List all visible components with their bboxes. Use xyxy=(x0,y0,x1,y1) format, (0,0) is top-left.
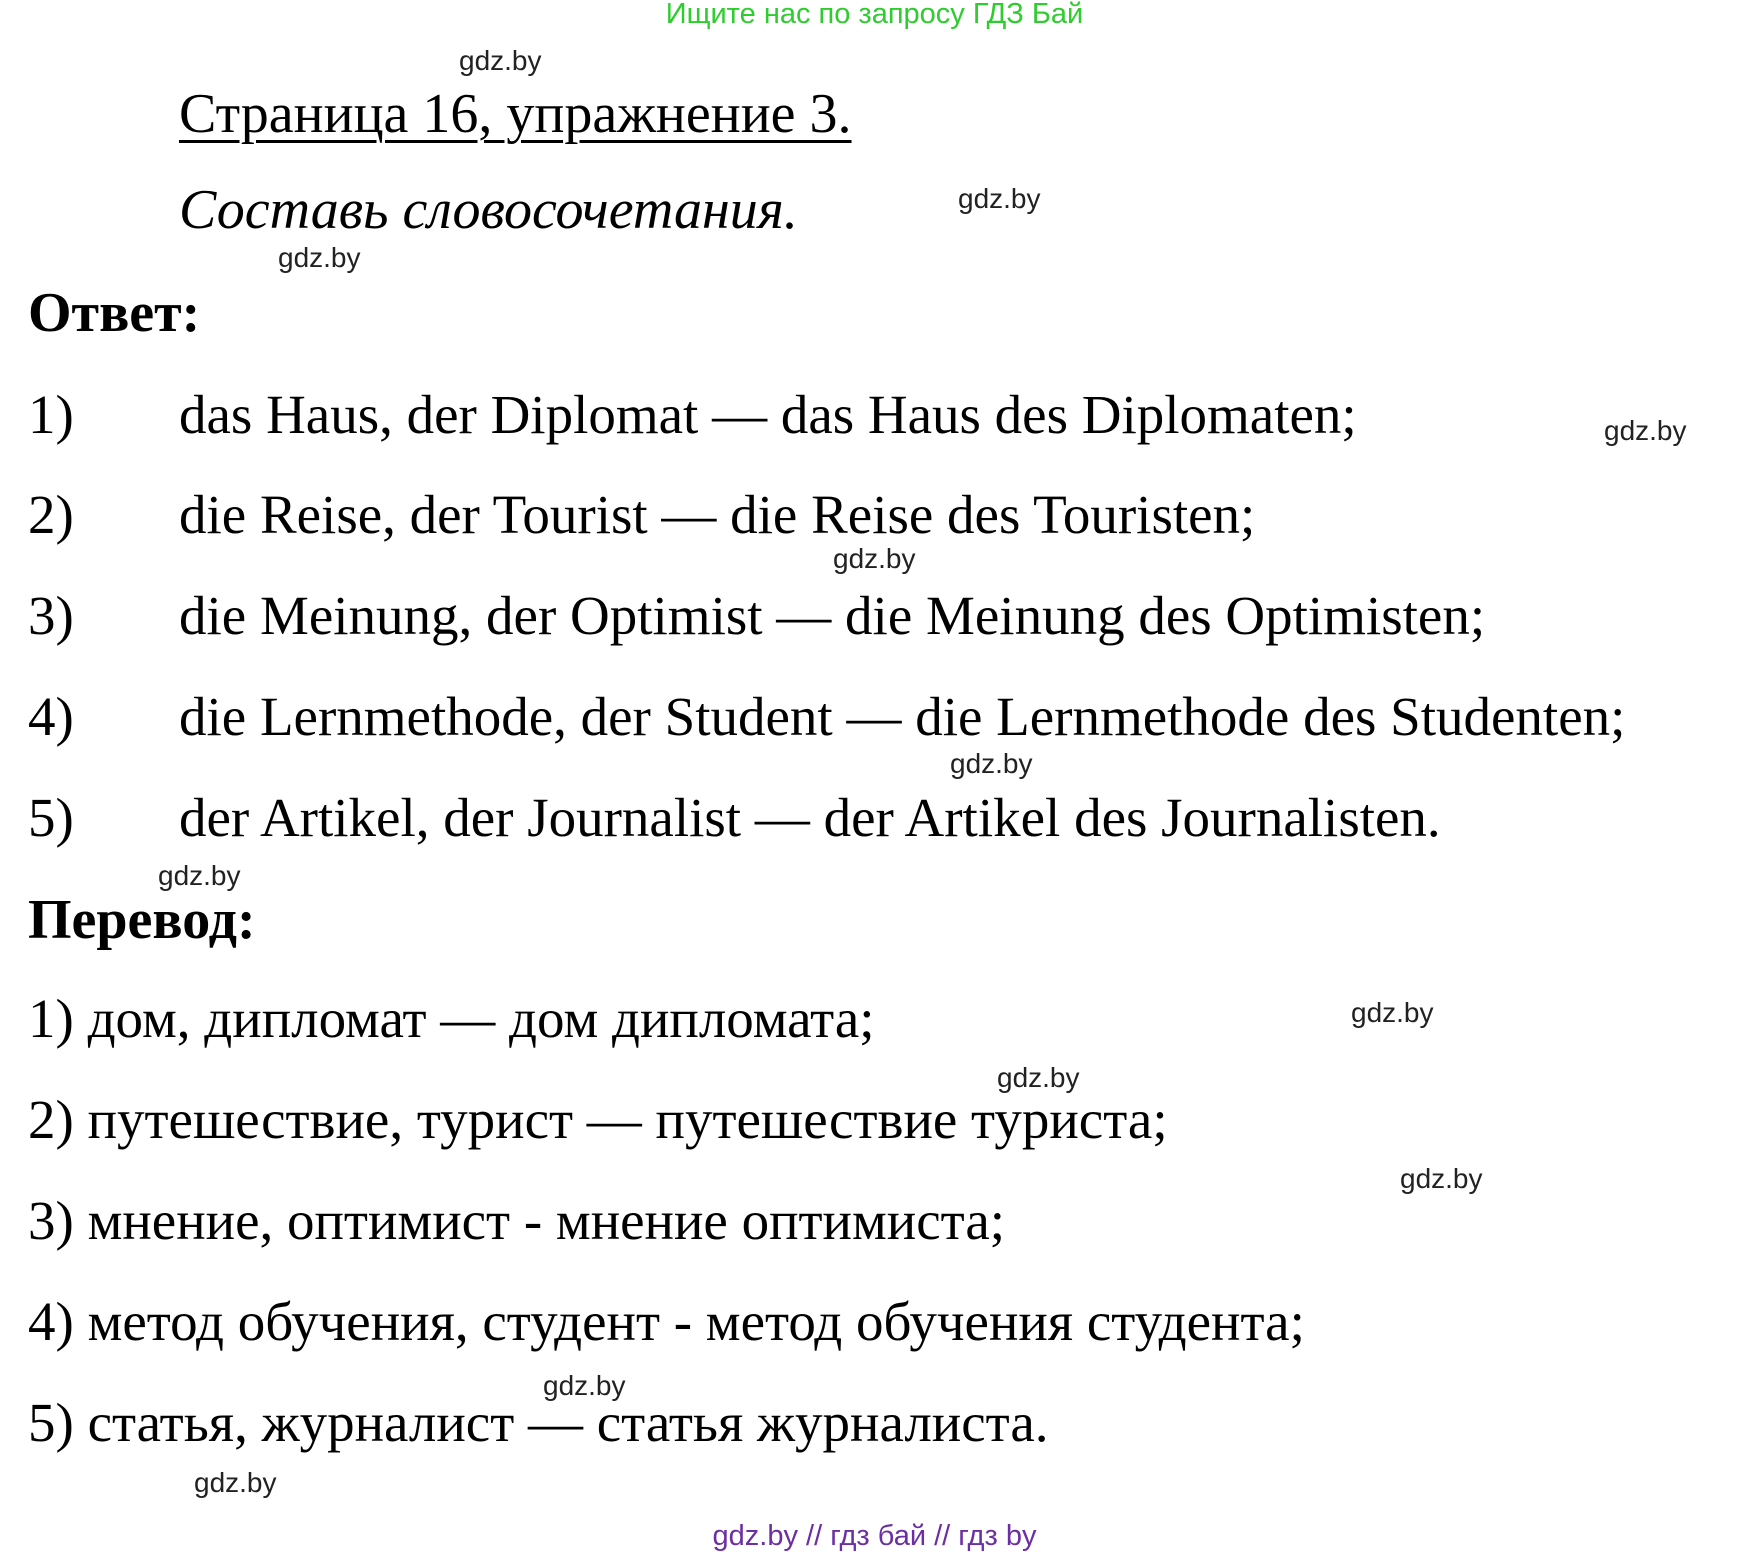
translation-heading: Перевод: xyxy=(28,889,256,951)
translation-line: 2) путешествие, турист — путешествие туриста; xyxy=(28,1089,1168,1150)
watermark: gdz.by xyxy=(194,1467,277,1498)
answer-number: 1) xyxy=(28,384,74,445)
watermark: gdz.by xyxy=(543,1370,626,1401)
watermark: gdz.by xyxy=(158,860,241,891)
answer-line: die Lernmethode, der Student — die Lernmethode des Studenten; xyxy=(179,686,1626,747)
answer-line: das Haus, der Diplomat — das Haus des Diplomaten; xyxy=(179,384,1357,445)
watermark: gdz.by xyxy=(958,183,1041,214)
footer-watermark: gdz.by // гдз бай // гдз by xyxy=(712,1520,1037,1552)
answer-number: 3) xyxy=(28,585,74,646)
search-banner: Ищите нас по запросу ГДЗ Бай xyxy=(665,0,1084,30)
page-title: Страница 16, упражнение 3. xyxy=(179,83,852,145)
translation-line: 1) дом, дипломат — дом дипломата; xyxy=(28,988,875,1049)
watermark: gdz.by xyxy=(1400,1163,1483,1194)
task-text: Составь словосочетания. xyxy=(179,179,798,241)
answer-number: 2) xyxy=(28,484,74,545)
watermark: gdz.by xyxy=(833,543,916,574)
watermark: gdz.by xyxy=(1604,415,1687,446)
watermark: gdz.by xyxy=(1351,997,1434,1028)
watermark: gdz.by xyxy=(278,242,361,273)
answer-number: 5) xyxy=(28,787,74,848)
translation-line: 4) метод обучения, студент - метод обучения студента; xyxy=(28,1291,1305,1352)
watermark: gdz.by xyxy=(997,1062,1080,1093)
translation-line: 5) статья, журналист — статья журналиста. xyxy=(28,1392,1049,1453)
translation-line: 3) мнение, оптимист - мнение оптимиста; xyxy=(28,1190,1006,1251)
answer-line: die Meinung, der Optimist — die Meinung des Optimisten; xyxy=(179,585,1486,646)
answer-heading: Ответ: xyxy=(28,282,201,344)
answer-line: der Artikel, der Journalist — der Artikel des Journalisten. xyxy=(179,787,1441,848)
answer-line: die Reise, der Tourist — die Reise des Touristen; xyxy=(179,484,1256,545)
answer-number: 4) xyxy=(28,686,74,747)
watermark: gdz.by xyxy=(950,748,1033,779)
watermark: gdz.by xyxy=(459,45,542,76)
